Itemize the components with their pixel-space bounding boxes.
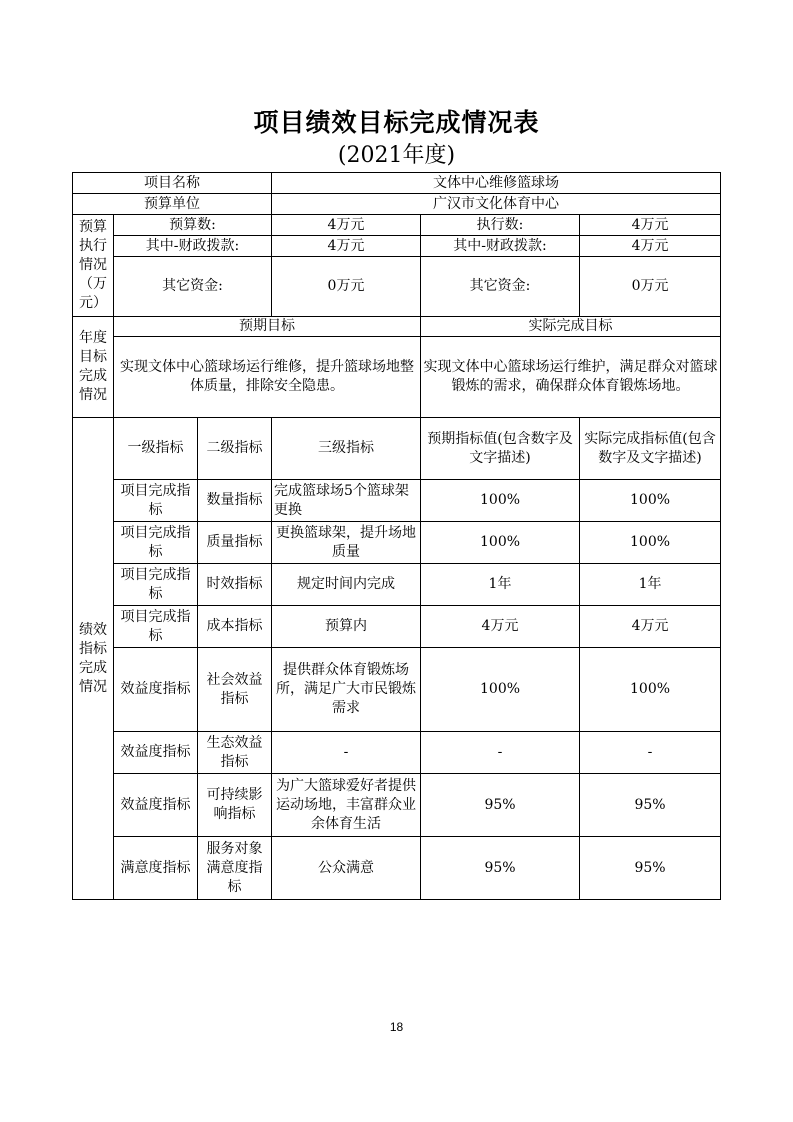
header-level3: 三级指标 [272, 418, 421, 480]
budget-row [73, 215, 721, 236]
level1-cell: 项目完成指标 [114, 522, 198, 564]
project-name-value: 文体中心维修篮球场 [272, 173, 721, 194]
expected-value-cell: 100% [421, 522, 580, 564]
expected-value-cell: 1年 [421, 564, 580, 606]
header-actual-value: 实际完成指标值(包含数字及文字描述) [580, 418, 721, 480]
other-budget-value: 0万元 [272, 257, 421, 317]
annual-section-label: 年度目标完成情况 [73, 317, 114, 418]
performance-section-label: 绩效指标完成情况 [73, 418, 114, 900]
level3-cell: 提供群众体育锻炼场所，满足广大市民锻炼需求 [272, 648, 421, 732]
table-row [73, 522, 721, 564]
fiscal-budget-value: 4万元 [272, 236, 421, 257]
other-label-budget: 其它资金: [114, 257, 272, 317]
expected-value-cell: 4万元 [421, 606, 580, 648]
page-number: 18 [389, 1020, 404, 1034]
actual-value-cell: 100% [580, 522, 721, 564]
annual-content-row [73, 337, 721, 418]
actual-value-cell: 95% [580, 774, 721, 837]
actual-value-cell: 95% [580, 837, 721, 900]
actual-value-cell: 100% [580, 480, 721, 522]
level1-cell: 项目完成指标 [114, 564, 198, 606]
level3-cell: 公众满意 [272, 837, 421, 900]
table-row [73, 774, 721, 837]
level1-cell: 项目完成指标 [114, 606, 198, 648]
level3-cell: 更换篮球架，提升场地质量 [272, 522, 421, 564]
expected-value-cell: - [421, 732, 580, 774]
level1-cell: 效益度指标 [114, 648, 198, 732]
budget-amount-label: 预算数: [114, 215, 272, 236]
header-level2: 二级指标 [198, 418, 272, 480]
table-row [73, 648, 721, 732]
level2-cell: 数量指标 [198, 480, 272, 522]
level1-cell: 满意度指标 [114, 837, 198, 900]
level1-cell: 效益度指标 [114, 774, 198, 837]
other-executed-value: 0万元 [580, 257, 721, 317]
fiscal-label-budget: 其中-财政拨款: [114, 236, 272, 257]
budget-unit-value: 广汉市文化体育中心 [272, 194, 721, 215]
annual-header-row [73, 317, 721, 337]
executed-amount-label: 执行数: [421, 215, 580, 236]
level3-cell: 为广大篮球爱好者提供运动场地，丰富群众业余体育生活 [272, 774, 421, 837]
page-subtitle: (2021年度) [337, 143, 456, 168]
table-row [73, 732, 721, 774]
actual-value-cell: - [580, 732, 721, 774]
level3-cell: 完成篮球场5个篮球架更换 [272, 480, 421, 522]
table-row [73, 480, 721, 522]
table-row [73, 837, 721, 900]
actual-target-header: 实际完成目标 [421, 317, 721, 337]
level2-cell: 成本指标 [198, 606, 272, 648]
table-row [73, 564, 721, 606]
other-funds-row [73, 257, 721, 317]
expected-value-cell: 95% [421, 774, 580, 837]
level3-cell: - [272, 732, 421, 774]
fiscal-executed-value: 4万元 [580, 236, 721, 257]
level2-cell: 生态效益指标 [198, 732, 272, 774]
project-name-row [73, 173, 721, 194]
level2-cell: 服务对象满意度指标 [198, 837, 272, 900]
budget-section-label: 预算执行情况（万元） [73, 215, 114, 317]
project-name-label: 项目名称 [73, 173, 272, 194]
expected-target-text: 实现文体中心篮球场运行维修，提升篮球场地整体质量，排除安全隐患。 [114, 337, 421, 418]
actual-value-cell: 1年 [580, 564, 721, 606]
budget-unit-label: 预算单位 [73, 194, 272, 215]
table-row [73, 606, 721, 648]
fiscal-label-executed: 其中-财政拨款: [421, 236, 580, 257]
expected-target-header: 预期目标 [114, 317, 421, 337]
level2-cell: 社会效益指标 [198, 648, 272, 732]
level3-cell: 规定时间内完成 [272, 564, 421, 606]
expected-value-cell: 100% [421, 480, 580, 522]
indicator-header-row [73, 418, 721, 480]
level2-cell: 质量指标 [198, 522, 272, 564]
other-label-executed: 其它资金: [421, 257, 580, 317]
budget-unit-row [73, 194, 721, 215]
level1-cell: 项目完成指标 [114, 480, 198, 522]
level1-cell: 效益度指标 [114, 732, 198, 774]
header-level1: 一级指标 [114, 418, 198, 480]
budget-amount-value: 4万元 [272, 215, 421, 236]
expected-value-cell: 100% [421, 648, 580, 732]
fiscal-row [73, 236, 721, 257]
level2-cell: 时效指标 [198, 564, 272, 606]
performance-table [72, 172, 721, 900]
header-expected-value: 预期指标值(包含数字及文字描述) [421, 418, 580, 480]
actual-target-text: 实现文体中心篮球场运行维护，满足群众对篮球锻炼的需求，确保群众体育锻炼场地。 [421, 337, 721, 418]
executed-amount-value: 4万元 [580, 215, 721, 236]
actual-value-cell: 100% [580, 648, 721, 732]
actual-value-cell: 4万元 [580, 606, 721, 648]
level2-cell: 可持续影响指标 [198, 774, 272, 837]
expected-value-cell: 95% [421, 837, 580, 900]
level3-cell: 预算内 [272, 606, 421, 648]
page-title: 项目绩效目标完成情况表 [253, 108, 540, 137]
